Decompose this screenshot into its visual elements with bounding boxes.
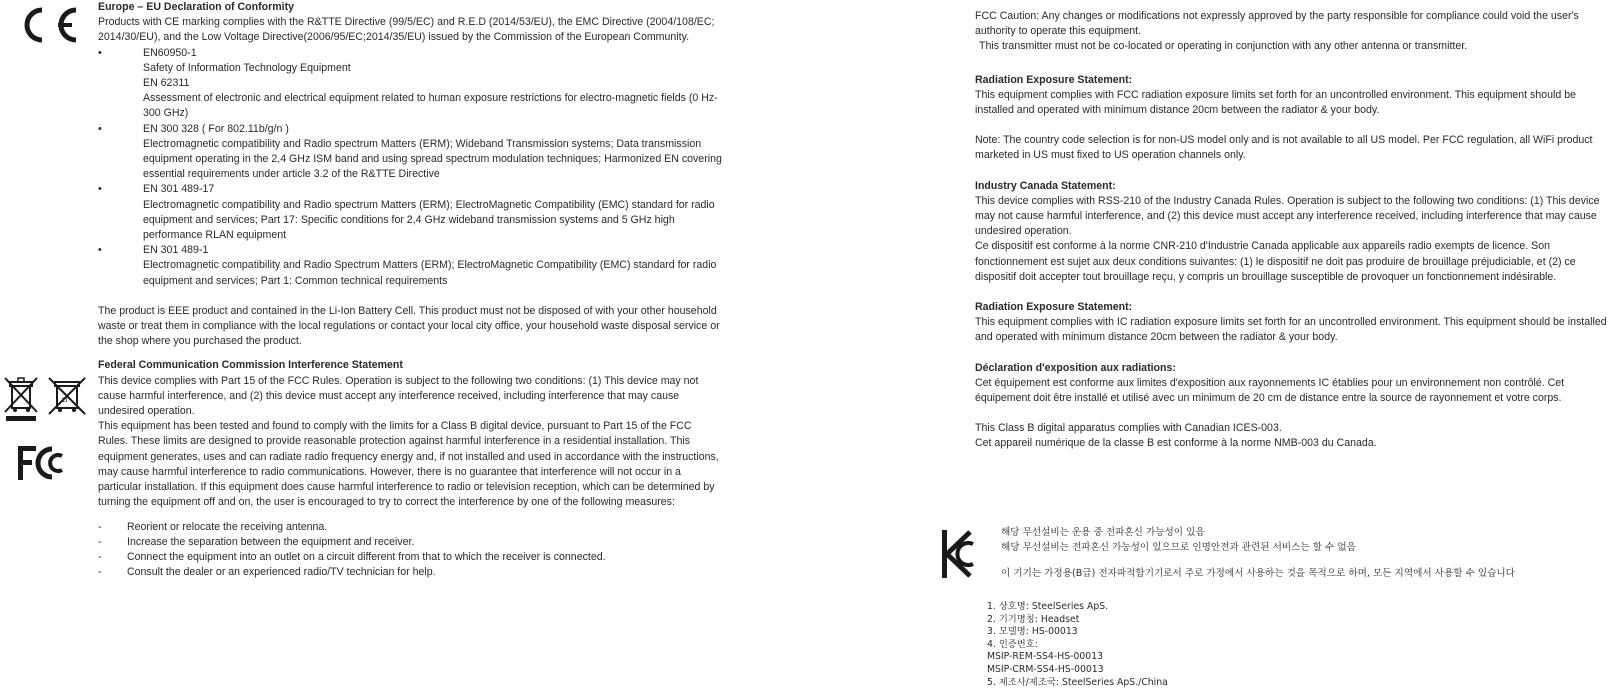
ce-standards-list xyxy=(98,46,723,289)
standard-item: • EN 301 489-1 Electromagnetic compatibility and Radio Spectrum Matters (ERM); ElectroMagnetic Compatibility (EMC) standard for radio equipment and services; Part 1: Common technical requirements xyxy=(98,243,723,289)
list-item: - Connect the equipment into an outlet on a circuit different from that to which the receiver is connected. xyxy=(98,550,723,565)
list-item: 1. 상호명: SteelSeries ApS. xyxy=(987,601,1109,612)
battery-disposal-text: The product is EEE product and contained in the Li-Ion Battery Cell. This product must not be disposed of with your other household waste or treat them in compliance with the local regulations or contact your local city office, your household waste disposal service or the shop where you purchased the product. xyxy=(98,304,720,348)
list-item: 5. 제조사/제조국: SteelSeries ApS./China xyxy=(987,676,1168,688)
kc-product-info xyxy=(987,601,1487,689)
ce-mark xyxy=(14,6,80,44)
fcc-paragraph-2: This equipment has been tested and found to comply with the limits for a Class B digital device, pursuant to Part 15 of the FCC Rules. These limits are designed to provide reasonable protection against harmful interference in a residential installation. This equipment generates, uses and can radiate radio frequency energy and, if not installed and used in accordance with the instructions, may cause harmful interference to radio communications. However, there is no guarantee that interference will not occur in a particular installation. If this equipment does cause harmful interference to radio or television reception, which can be determined by turning the equipment off and on, the user is encouraged to try to correct the interference by one of the following measures: xyxy=(98,420,719,509)
list-item: - Consult the dealer or an experienced radio/TV technician for help. xyxy=(98,565,723,580)
list-item: - Increase the separation between the equipment and receiver. xyxy=(98,535,723,550)
ices-text-en: This Class B digital apparatus complies with Canadian ICES-003. xyxy=(975,422,1282,435)
fcc-measures-list xyxy=(98,520,723,581)
ce-intro: Products with CE marking complies with the R&TTE Directive (99/5/EC) and R.E.D (2014/53/EU), the EMC Directive (2004/108/EC; 2014/30/EU), and the Low Voltage Directive(2006/95/EC;2014/35/EU) issued by the Commission of the European Community. xyxy=(98,16,715,44)
weee-bin-icon xyxy=(2,372,40,434)
list-item: MSIP-REM-SS4-HS-00013 xyxy=(987,651,1104,663)
kc-line-3: 이 기기는 가정용(B급) 전자파적합기기로서 주로 가정에서 사용하는 것을 목적으로 하며, 모든 지역에서 사용할 수 있습니다 xyxy=(1001,568,1515,579)
fcc-mark xyxy=(16,444,68,482)
fcc-note: Note: The country code selection is for non-US model only and is not available to all US model. Per FCC regulation, all WiFi product marketed in US must fixed to US operation channels only. xyxy=(975,134,1593,162)
ic-radiation-text: This equipment complies with IC radiation exposure limits set forth for an uncontrolled environment. This equipment should be installed and operated with minimum distance 20cm between the radiator & your body. xyxy=(975,316,1607,344)
right-column xyxy=(975,9,1611,452)
svg-text:Li: Li xyxy=(62,397,68,404)
fcc-radiation-text: This equipment complies with FCC radiation exposure limits set forth for an uncontrolled environment. This equipment should be installed and operated with minimum distance 20cm between the radiator & your body. xyxy=(975,88,1577,117)
ce-title: Europe – EU Declaration of Conformity xyxy=(98,1,295,13)
list-item: MSIP-CRM-SS4-HS-00013 xyxy=(987,663,1104,675)
kc-line-2: 해당 무선설비는 전파혼신 가능성이 있으므로 인명안전과 관련된 서비스는 할 수 없음 xyxy=(1001,541,1356,553)
kc-line-1: 해당 무선설비는 운용 중 전파혼신 가능성이 있음 xyxy=(1001,527,1205,538)
kc-mark xyxy=(940,528,976,580)
ic-radiation-fr-title: Déclaration d'exposition aux radiations: xyxy=(975,361,1176,374)
list-item: 4. 인증번호: xyxy=(987,638,1038,650)
battery-bin-icon xyxy=(46,372,88,422)
fcc-paragraph-1: This device complies with Part 15 of the FCC Rules. Operation is subject to the following two conditions: (1) This device may not cause harmful interference, and (2) this device must accept any interference received, including interference that may cause undesired operation. xyxy=(98,374,699,418)
fcc-radiation-title: Radiation Exposure Statement: xyxy=(975,73,1133,86)
ic-radiation-fr-text: Cet équipement est conforme aux limites d'exposition aux rayonnements IC établies pour un environnement non contrôlé. Cet équipement doit être installé et utilisé avec un minimum de 20 cm de distance entre la source de rayonnement et votre corps. xyxy=(975,376,1565,405)
ic-title: Industry Canada Statement: xyxy=(975,179,1116,192)
ic-text-en: This device complies with RSS-210 of the Industry Canada Rules. Operation is subject to the following two conditions: (1) This device may not cause harmful interference, and (2) this device must accept any interference received, including interference that may cause undesired operation. xyxy=(975,194,1600,238)
list-item: 3. 모델명: HS-00013 xyxy=(987,626,1078,638)
fcc-title: Federal Communication Commission Interference Statement xyxy=(98,359,403,372)
standard-item: • EN 300 328 ( For 802.11b/g/n ) Electromagnetic compatibility and Radio spectrum Matters (ERM); Wideband Transmission systems; Data transmission equipment operating in the 2,4 GHz ISM band and using spread spectrum modulation techniques; Harmonized EN covering essential requirements under article 3.2 of the R&TTE Directive xyxy=(98,122,723,183)
fcc-colocation: This transmitter must not be co-located or operating in conjunction with any other antenna or transmitter. xyxy=(979,40,1468,53)
standard-item: • EN 301 489-17 Electromagnetic compatibility and Radio spectrum Matters (ERM); ElectroMagnetic Compatibility (EMC) standard for radio equipment and services; Part 17: Specific conditions for 2,4 GHz wideband transmission systems and 5 GHz high performance RLAN equipment xyxy=(98,182,723,243)
ic-text-fr: Ce dispositif est conforme à la norme CNR-210 d'Industrie Canada applicable aux appareils radio exempts de licence. Son fonctionnement est sujet aux deux conditions suivantes: (1) le dispositif ne doit pas produire de brouillage préjudiciable, et (2) ce dispositif doit accepter tout brouillage reçu, y compris un brouillage susceptible de provoquer un fonctionnement indésirable. xyxy=(975,240,1576,283)
left-column xyxy=(98,0,723,580)
list-item: 2. 기기명칭: Headset xyxy=(987,613,1080,625)
kc-statement xyxy=(1001,526,1613,582)
ic-radiation-title: Radiation Exposure Statement: xyxy=(975,301,1133,314)
ices-text-fr: Cet appareil numérique de la classe B est conforme à la norme NMB-003 du Canada. xyxy=(975,437,1377,450)
list-item: - Reorient or relocate the receiving antenna. xyxy=(98,520,723,535)
fcc-caution: FCC Caution: Any changes or modifications not expressly approved by the party responsible for compliance could void the user's authority to operate this equipment. xyxy=(975,10,1579,38)
standard-item: • EN60950-1 Safety of Information Technology Equipment EN 62311 Assessment of electronic and electrical equipment related to human exposure restrictions for electro-magnetic fields (0 Hz-300 GHz) xyxy=(98,46,723,122)
